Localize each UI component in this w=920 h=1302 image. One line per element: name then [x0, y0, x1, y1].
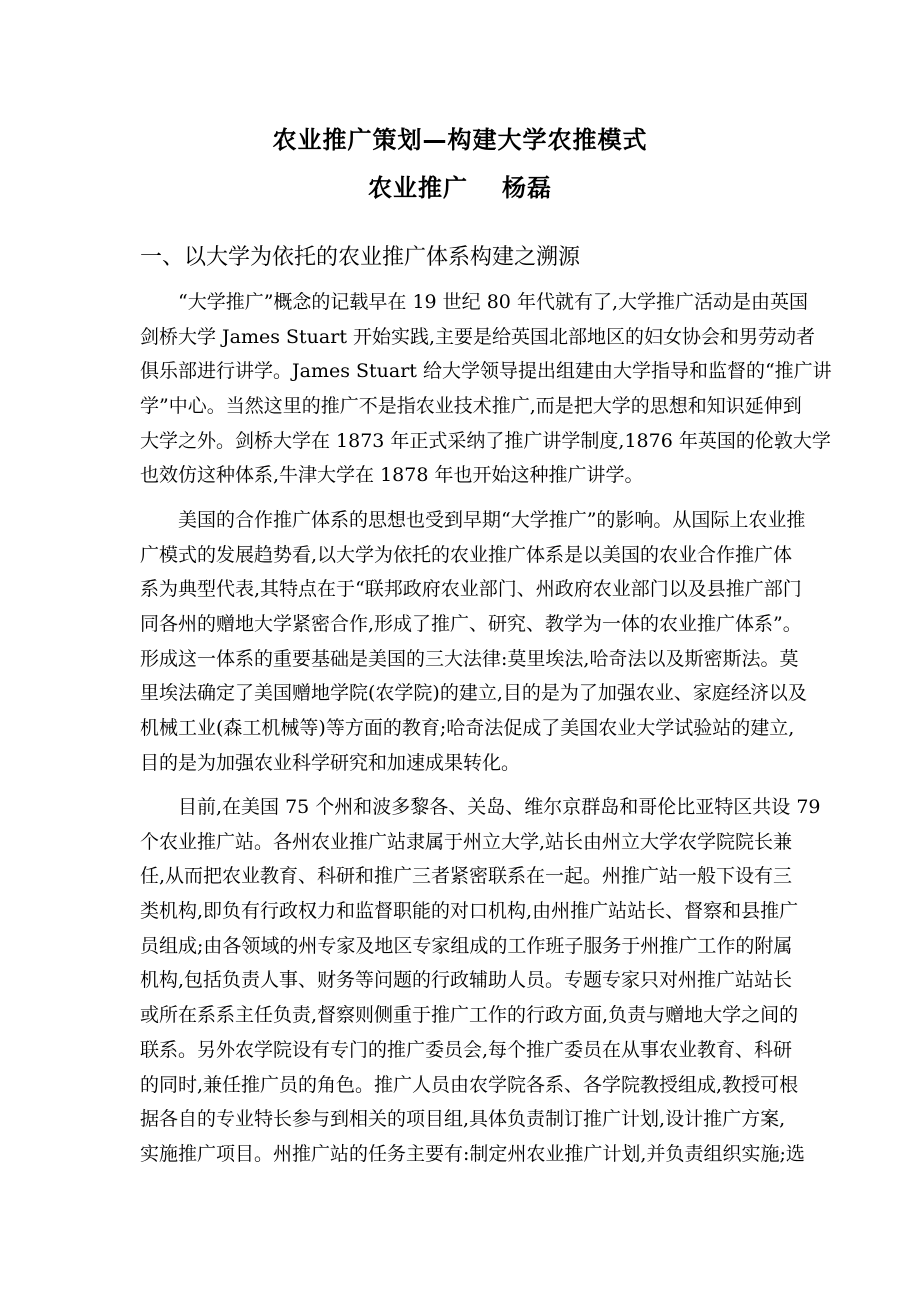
paragraph-line: 目前,在美国 75 个州和波多黎各、关岛、维尔京群岛和哥伦比亚特区共设 79	[178, 796, 821, 818]
paragraph-2	[140, 503, 807, 781]
subtitle-author: 杨磊	[502, 174, 552, 202]
paragraph-line: 俱乐部进行讲学。James Stuart 给大学领导提出组建由大学指导和监督的“推广讲	[140, 360, 832, 383]
paragraph-line: 形成这一体系的重要基础是美国的三大法律:莫里埃法,哈奇法以及斯密斯法。莫	[140, 647, 799, 670]
paragraph-line: 或所在系系主任负责,督察则侧重于推广工作的行政方面,负责与赠地大学之间的	[140, 1004, 799, 1027]
paragraph-line: 实施推广项目。州推广站的任务主要有:制定州农业推广计划,并负责组织实施;选	[140, 1142, 805, 1165]
paragraph-line: 目的是为加强农业科学研究和加速成果转化。	[140, 751, 521, 774]
paragraph-line: “大学推广”概念的记载早在 19 世纪 80 年代就有了,大学推广活动是由英国	[178, 291, 808, 313]
paragraph-line: 个农业推广站。各州农业推广站隶属于州立大学,站长由州立大学农学院院长兼	[140, 830, 793, 853]
paragraph-1	[140, 285, 832, 493]
paragraph-line: 据各自的专业特长参与到相关的项目组,具体负责制订推广计划,设计推广方案,	[140, 1108, 786, 1131]
document-title: 农业推广策划—构建大学农推模式	[272, 126, 648, 154]
paragraph-3	[140, 790, 821, 1172]
paragraph-line: 员组成;由各领域的州专家及地区专家组成的工作班子服务于州推广工作的附属	[140, 934, 793, 957]
section-heading: 一、以大学为依托的农业推广体系构建之溯源	[140, 245, 581, 270]
paragraph-line: 美国的合作推广体系的思想也受到早期“大学推广”的影响。从国际上农业推	[178, 509, 806, 531]
paragraph-line: 联系。另外农学院设有专门的推广委员会,每个推广委员在从事农业教育、科研	[140, 1038, 793, 1061]
paragraph-line: 里埃法确定了美国赠地学院(农学院)的建立,目的是为了加强农业、家庭经济以及	[140, 682, 807, 705]
paragraph-line: 大学之外。剑桥大学在 1873 年正式采纳了推广讲学制度,1876 年英国的伦敦大学	[140, 429, 831, 452]
paragraph-line: 广模式的发展趋势看,以大学为依托的农业推广体系是以美国的农业合作推广体	[140, 543, 793, 566]
subtitle-category: 农业推广	[368, 174, 468, 202]
paragraph-line: 的同时,兼任推广员的角色。推广人员由农学院各系、各学院教授组成,教授可根	[140, 1073, 799, 1096]
paragraph-line: 类机构,即负有行政权力和监督职能的对口机构,由州推广站站长、督察和县推广	[140, 900, 799, 923]
paragraph-line: 任,从而把农业教育、科研和推广三者紧密联系在一起。州推广站一般下设有三	[140, 865, 793, 888]
paragraph-line: 也效仿这种体系,牛津大学在 1878 年也开始这种推广讲学。	[140, 464, 644, 487]
paragraph-line: 同各州的赠地大学紧密合作,形成了推广、研究、教学为一体的农业推广体系”。	[140, 613, 802, 636]
paragraph-line: 剑桥大学 James Stuart 开始实践,主要是给英国北部地区的妇女协会和男劳动者	[140, 325, 816, 348]
paragraph-line: 机构,包括负责人事、财务等问题的行政辅助人员。专题专家只对州推广站站长	[140, 969, 793, 992]
paragraph-line: 系为典型代表,其特点在于“联邦政府农业部门、州政府农业部门以及县推广部门	[140, 578, 802, 601]
paragraph-line: 机械工业(森工机械等)等方面的教育;哈奇法促成了美国农业大学试验站的建立,	[140, 717, 795, 740]
document-subtitle	[0, 168, 920, 203]
paragraph-line: 学”中心。当然这里的推广不是指农业技术推广,而是把大学的思想和知识延伸到	[140, 395, 802, 418]
